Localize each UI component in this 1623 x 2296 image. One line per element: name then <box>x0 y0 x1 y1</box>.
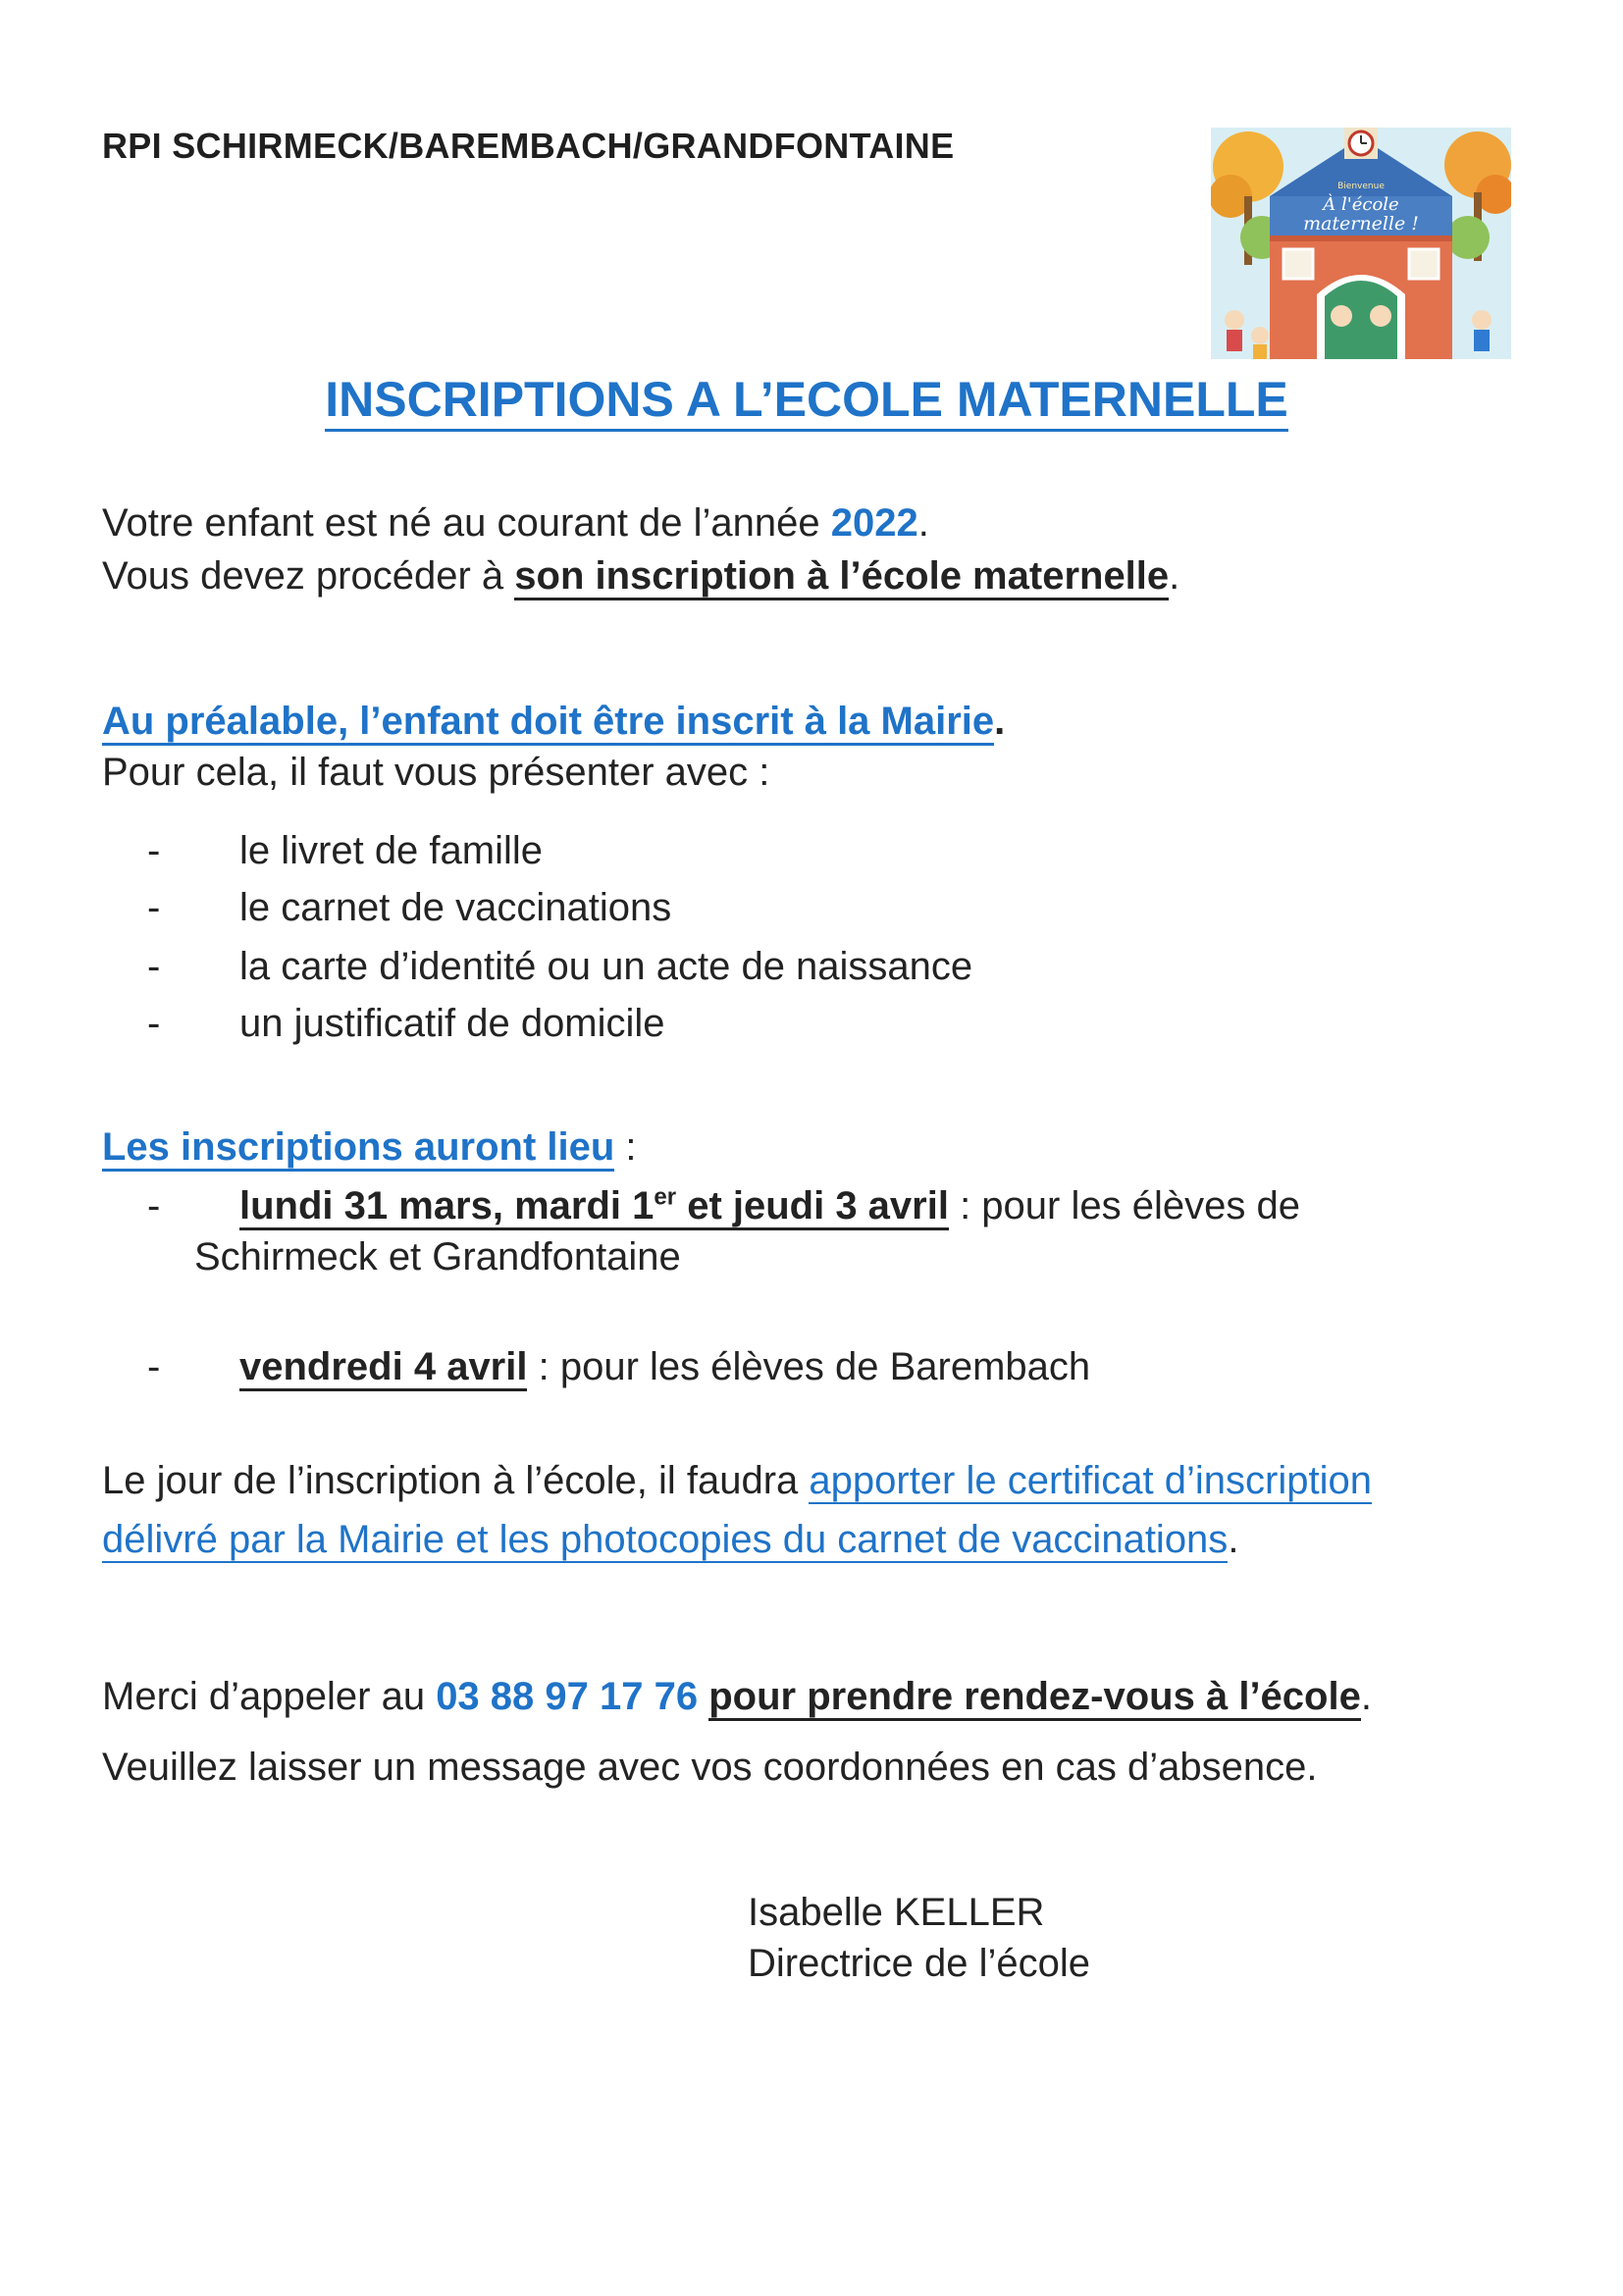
list-item-text: la carte d’identité ou un acte de naissance <box>239 945 973 988</box>
date-text: et jeudi 3 avril <box>676 1184 949 1227</box>
schedule-heading <box>102 1122 637 1172</box>
phone-number[interactable]: 03 88 97 17 76 <box>436 1675 699 1718</box>
illustration-line2: maternelle ! <box>1303 213 1419 235</box>
list-dash: - <box>147 1184 161 1227</box>
punctuation: . <box>994 700 1006 743</box>
prerequisite-heading <box>102 697 1005 746</box>
list-dash: - <box>147 945 161 988</box>
contact-line-1 <box>102 1672 1372 1721</box>
list-item <box>147 999 665 1048</box>
contact-line-2: Veuillez laisser un message avec vos coordonnées en cas d’absence. <box>102 1746 1318 1789</box>
birth-year: 2022 <box>830 501 918 545</box>
schedule-entry-2-date: vendredi 4 avril <box>239 1345 527 1391</box>
intro-text: Vous devez procéder à <box>102 554 515 598</box>
school-building-illustration <box>1211 128 1511 359</box>
list-item-text: un justificatif de domicile <box>239 1002 665 1045</box>
date-text: lundi 31 mars, mardi 1 <box>239 1184 654 1227</box>
prerequisite-subheading: Pour cela, il faut vous présenter avec : <box>102 751 770 794</box>
schedule-entry-1-text: : pour les élèves de <box>948 1184 1300 1227</box>
illustration-small-text: Bienvenue <box>1337 182 1385 191</box>
certificate-text: Le jour de l’inscription à l’école, il faudra <box>102 1459 810 1502</box>
contact-emphasis: pour prendre rendez-vous à l’école <box>708 1675 1361 1721</box>
schedule-entry-1-continuation: Schirmeck et Grandfontaine <box>194 1235 681 1278</box>
date-superscript: er <box>654 1183 677 1211</box>
intro-line-2 <box>102 551 1179 600</box>
list-item-text: le livret de famille <box>239 829 544 872</box>
intro-line-1 <box>102 498 929 548</box>
punctuation: . <box>1169 554 1180 598</box>
list-dash: - <box>147 829 161 872</box>
certificate-line-1 <box>102 1456 1372 1505</box>
spacer <box>698 1675 708 1718</box>
list-dash: - <box>147 886 161 929</box>
signature-role: Directrice de l’école <box>748 1942 1091 1985</box>
punctuation: . <box>917 501 929 545</box>
certificate-line-2 <box>102 1515 1238 1564</box>
schedule-entry-1 <box>147 1181 1300 1230</box>
list-dash: - <box>147 1002 161 1045</box>
list-item-text: le carnet de vaccinations <box>239 886 672 929</box>
contact-text: Merci d’appeler au <box>102 1675 437 1718</box>
schedule-entry-2 <box>147 1342 1090 1391</box>
punctuation: . <box>1360 1675 1372 1718</box>
prerequisite-heading-text: Au préalable, l’enfant doit être inscrit à la Mairie <box>102 700 994 746</box>
list-item <box>147 883 671 932</box>
intro-emphasis: son inscription à l’école maternelle <box>514 554 1169 600</box>
intro-text: Votre enfant est né au courant de l’année <box>102 501 831 545</box>
list-item <box>147 942 972 991</box>
schedule-heading-text: Les inscriptions auront lieu <box>102 1125 614 1172</box>
certificate-link-2[interactable]: délivré par la Mairie et les photocopies du carnet de vaccinations <box>102 1518 1229 1561</box>
signature-name: Isabelle KELLER <box>748 1891 1045 1934</box>
punctuation: : <box>614 1125 637 1169</box>
page-title <box>0 371 1623 428</box>
page-title-text: INSCRIPTIONS A L’ECOLE MATERNELLE <box>325 372 1288 432</box>
schedule-entry-1-dates <box>239 1184 949 1230</box>
list-item <box>147 826 543 875</box>
organization-header: RPI SCHIRMECK/BAREMBACH/GRANDFONTAINE <box>102 126 955 166</box>
schedule-entry-2-text: : pour les élèves de Barembach <box>527 1345 1091 1388</box>
list-dash: - <box>147 1345 161 1388</box>
certificate-link-1[interactable]: apporter le certificat d’inscription <box>809 1459 1372 1502</box>
illustration-line1: À l'école <box>1323 194 1399 215</box>
punctuation: . <box>1228 1518 1239 1561</box>
